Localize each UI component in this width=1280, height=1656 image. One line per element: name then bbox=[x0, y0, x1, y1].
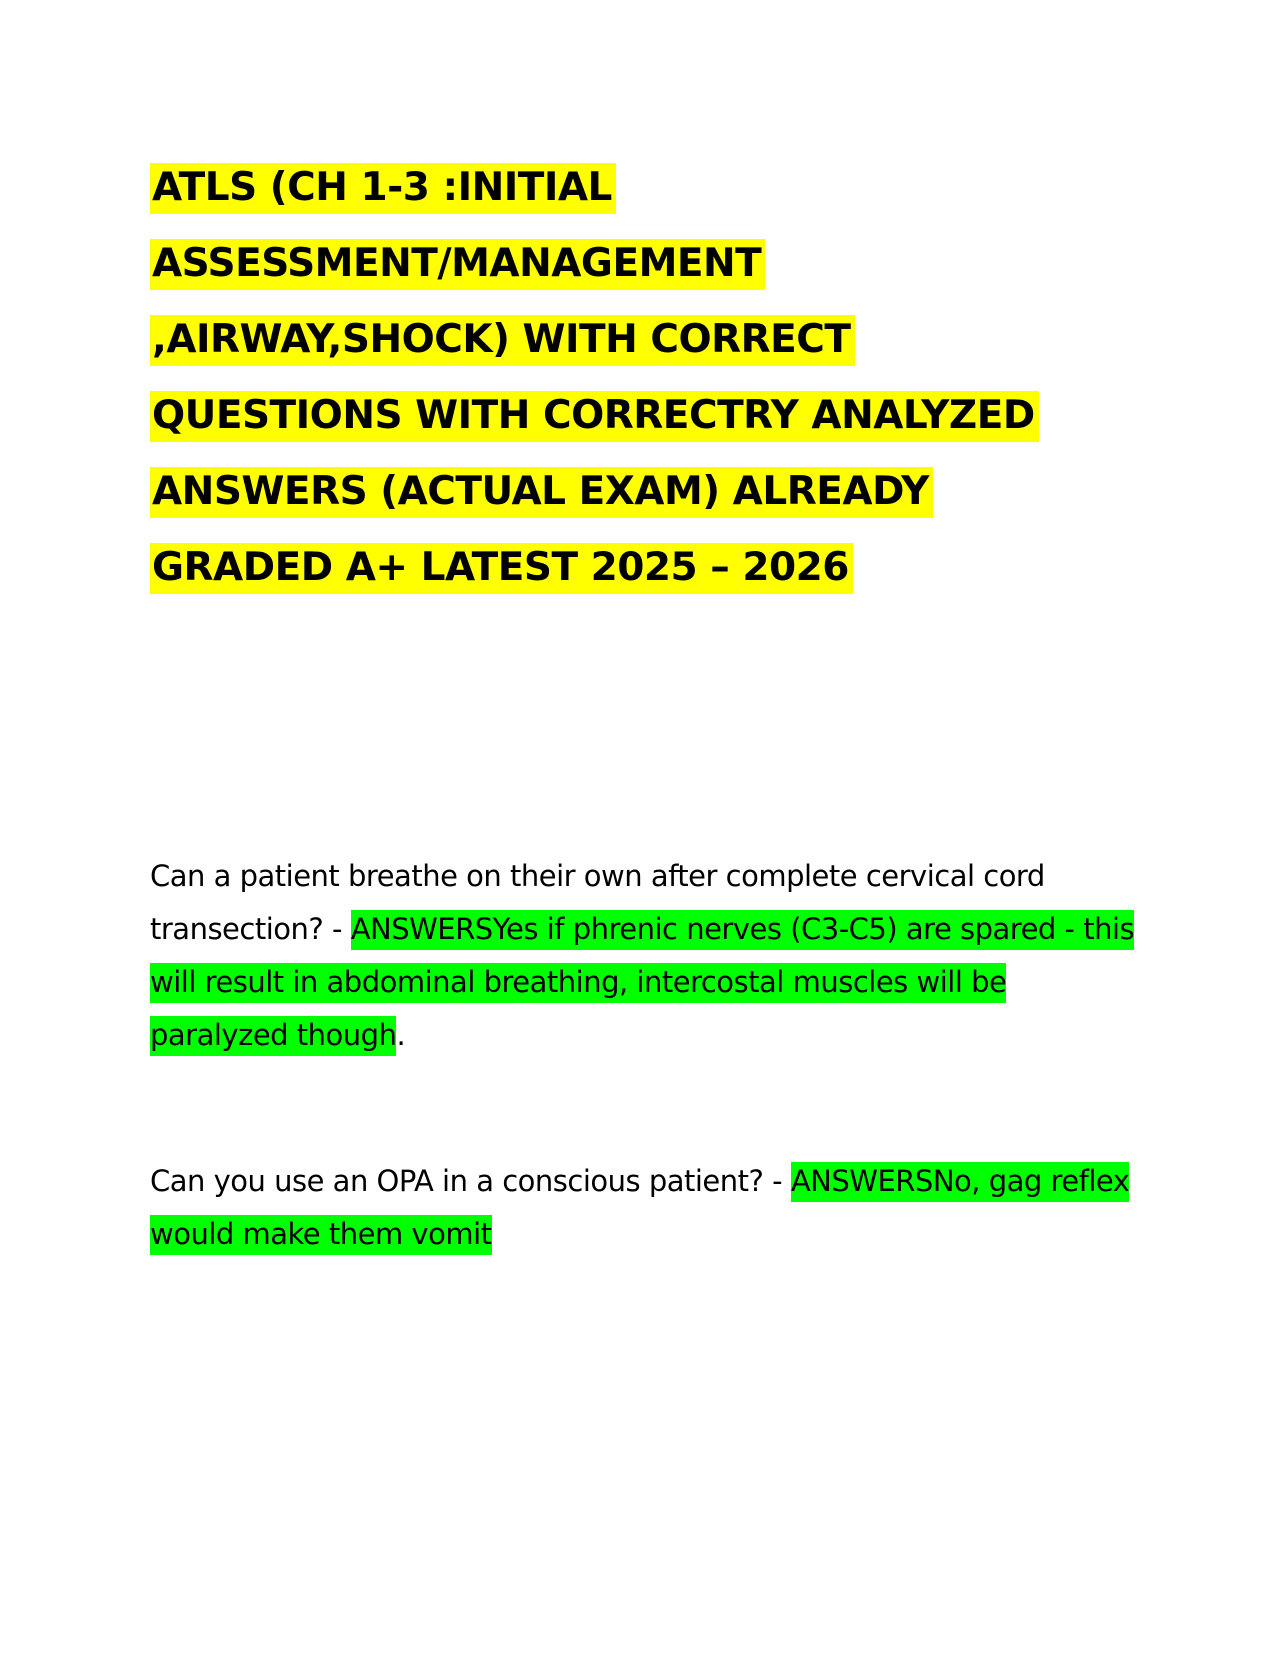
title-line-2-text: ASSESSMENT/MANAGEMENT bbox=[150, 239, 765, 290]
title-line-3-text: ,AIRWAY,SHOCK) WITH CORRECT bbox=[150, 315, 855, 366]
title-line-2 bbox=[150, 226, 1150, 302]
title-line-4-text: QUESTIONS WITH CORRECTRY ANALYZED bbox=[150, 391, 1039, 442]
title-line-1 bbox=[150, 150, 1150, 226]
title-line-6 bbox=[150, 530, 1150, 606]
title-line-5-text: ANSWERS (ACTUAL EXAM) ALREADY bbox=[150, 467, 933, 518]
question-text: Can a patient breathe on their own after complete cervical cord transection? - bbox=[150, 859, 1045, 946]
title-line-1-text: ATLS (CH 1-3 :INITIAL bbox=[150, 163, 616, 214]
document-title bbox=[150, 150, 1150, 606]
title-line-5 bbox=[150, 454, 1150, 530]
answer-text: ANSWERSYes if phrenic nerves (C3-C5) are spared - this will result in abdominal breathing, intercostal muscles will be paralyzed though bbox=[150, 910, 1134, 1056]
question-text: Can you use an OPA in a conscious patient? - bbox=[150, 1164, 791, 1198]
qa-item-1 bbox=[150, 850, 1140, 1062]
qa-item-2 bbox=[150, 1155, 1140, 1261]
answer-trailing: . bbox=[396, 1018, 406, 1052]
answer-text: ANSWERSNo, gag reflex would make them vomit bbox=[150, 1162, 1129, 1255]
title-line-3 bbox=[150, 302, 1150, 378]
title-line-6-text: GRADED A+ LATEST 2025 – 2026 bbox=[150, 543, 853, 594]
title-line-4 bbox=[150, 378, 1150, 454]
